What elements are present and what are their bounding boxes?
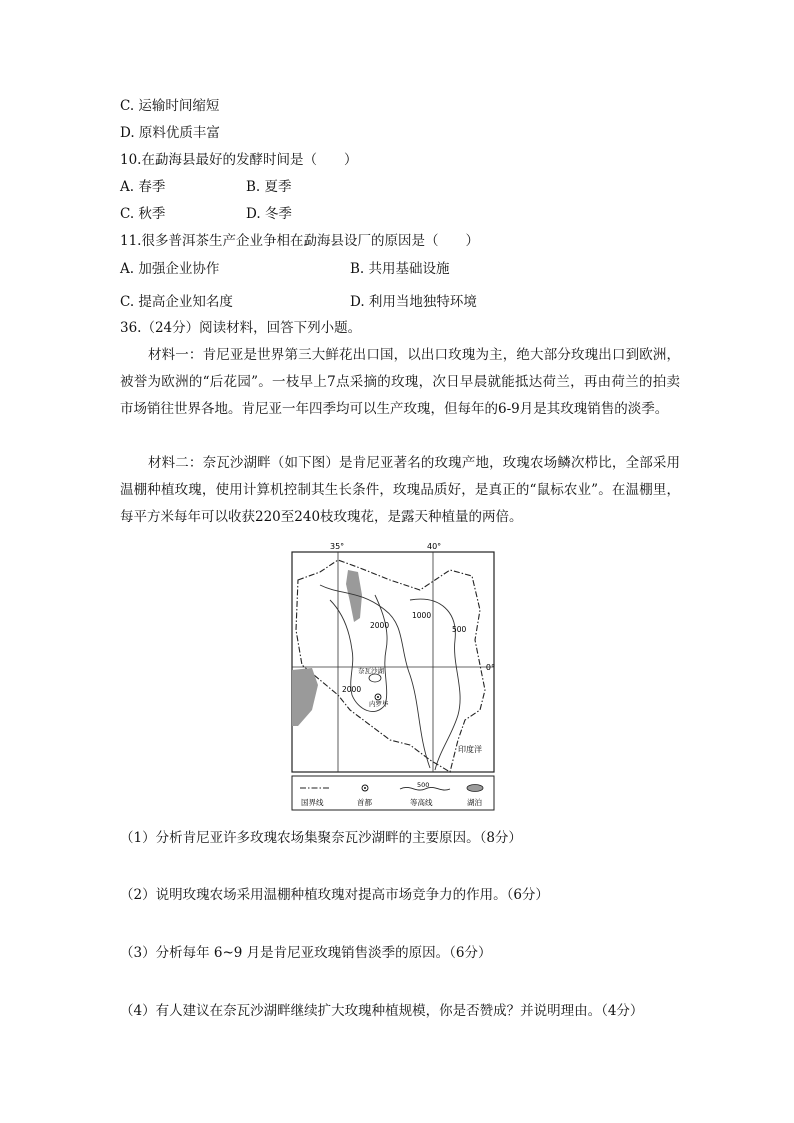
sub-question-3: （3）分析每年 6~9 月是肯尼亚玫瑰销售淡季的原因。（6分） — [120, 945, 492, 961]
question-11-stem: 11.很多普洱茶生产企业争相在勐海县设厂的原因是（ ） — [120, 233, 479, 249]
option-c-prev: C. 运输时间缩短 — [120, 98, 220, 114]
q11-option-a: A. 加强企业协作 — [120, 261, 220, 277]
material-2: 材料二：奈瓦沙湖畔（如下图）是肯尼亚著名的玫瑰产地，玫瑰农场鳞次栉比，全部采用温棚种植玫瑰，使用计算机控制其生长条件，玫瑰品质好，是真正的“鼠标农业”。在温棚里，每平方米每年可以收获220至240枝玫瑰花，是露天种植量的两倍。 — [120, 455, 680, 525]
ocean-label: 印度洋 — [458, 745, 482, 754]
capital-label: 内罗毕 — [369, 700, 389, 708]
q10-option-b: B. 夏季 — [246, 179, 292, 195]
sub-question-2: （2）说明玫瑰农场采用温棚种植玫瑰对提高市场竞争力的作用。（6分） — [120, 887, 549, 903]
lon-35-label: 35° — [330, 542, 345, 551]
option-d-prev: D. 原料优质丰富 — [120, 125, 220, 141]
legend-contour-value: 500 — [417, 781, 430, 789]
q11-option-d: D. 利用当地独特环境 — [350, 294, 477, 310]
legend-contour-label: 等高线 — [410, 798, 433, 807]
sub-question-1: （1）分析肯尼亚许多玫瑰农场集聚奈瓦沙湖畔的主要原因。（8分） — [120, 830, 522, 846]
contour-2000-label-a: 2000 — [370, 621, 390, 630]
q10-option-d: D. 冬季 — [246, 206, 292, 222]
lake-victoria — [292, 668, 318, 726]
lake-naivasha — [369, 674, 381, 682]
legend-border-label: 国界线 — [301, 798, 324, 807]
kenya-map — [290, 540, 496, 812]
equator-label: 0° — [485, 663, 495, 672]
legend-lake-icon — [467, 785, 483, 792]
legend-lake-label: 湖泊 — [467, 798, 482, 807]
contour-1000-label: 1000 — [412, 611, 432, 620]
lake-naivasha-label: 奈瓦沙湖 — [358, 667, 384, 675]
legend-capital-label: 首都 — [357, 798, 372, 807]
q11-option-b: B. 共用基础设施 — [350, 261, 450, 277]
q10-option-a: A. 春季 — [120, 179, 166, 195]
sub-question-4: （4）有人建议在奈瓦沙湖畔继续扩大玫瑰种植规模，你是否赞成？并说明理由。（4分） — [120, 1003, 644, 1019]
contour-500-label: 500 — [452, 625, 467, 634]
contour-2000-label-b: 2000 — [342, 685, 362, 694]
q11-option-c: C. 提高企业知名度 — [120, 294, 233, 310]
lon-40-label: 40° — [427, 542, 442, 551]
question-10-stem: 10.在勐海县最好的发酵时间是（ ） — [120, 152, 358, 168]
question-36-stem: 36.（24分）阅读材料，回答下列小题。 — [120, 320, 362, 336]
material-1: 材料一：肯尼亚是世界第三大鲜花出口国，以出口玫瑰为主，绝大部分玫瑰出口到欧洲，被誉为欧洲的“后花园”。一枝早上7点采摘的玫瑰，次日早晨就能抵达荷兰，再由荷兰的拍卖市场销往世界各地。肯尼亚一年四季均可以生产玫瑰，但每年的6-9月是其玫瑰销售的淡季。 — [120, 347, 680, 417]
q10-option-c: C. 秋季 — [120, 206, 166, 222]
